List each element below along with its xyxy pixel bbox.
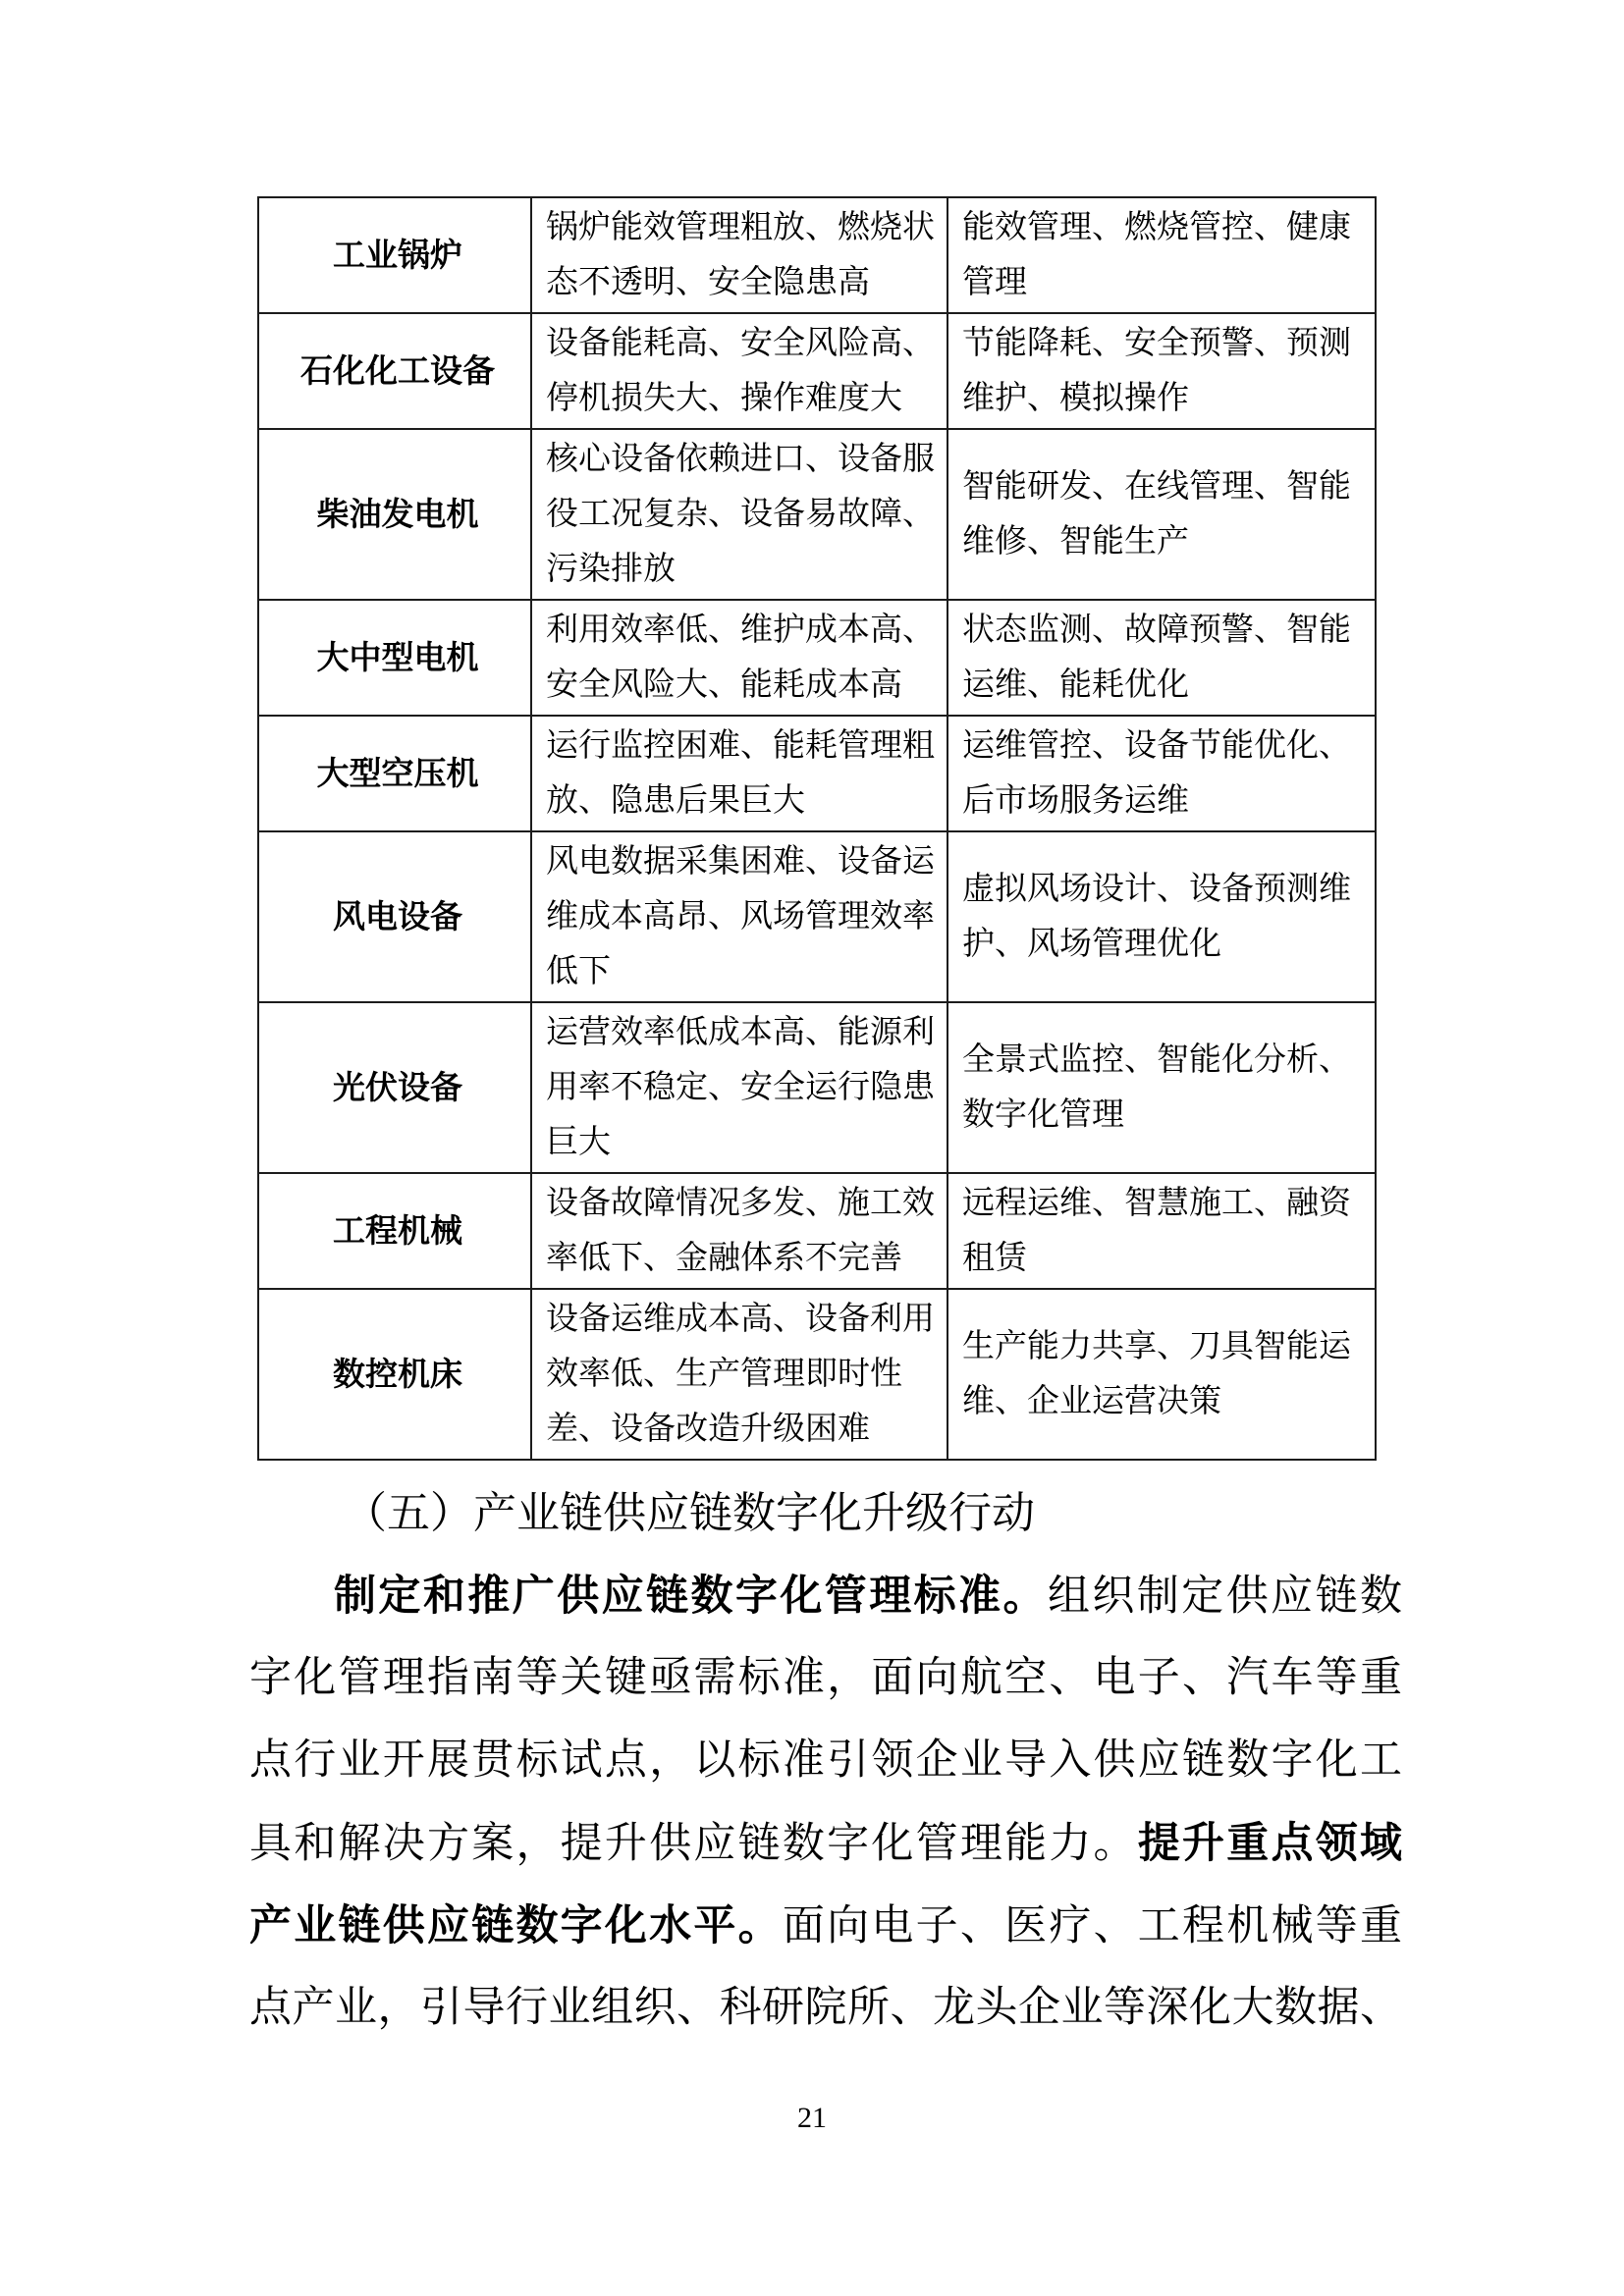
- device-name-cell: 石化化工设备: [258, 313, 531, 429]
- bold-run: 制定和推广供应链数字化管理标准。: [334, 1573, 1048, 1620]
- paragraph-line: [249, 1885, 1402, 1967]
- problems-cell: 锅炉能效管理粗放、燃烧状态不透明、安全隐患高: [531, 197, 947, 313]
- table-row: [258, 831, 1376, 1002]
- equipment-digitalization-table: [257, 196, 1377, 1461]
- text-run: 具和解决方案，提升供应链数字化管理能力。: [249, 1821, 1138, 1867]
- device-name-cell: 数控机床: [258, 1289, 531, 1460]
- text-run: 字化管理指南等关键亟需标准，面向航空、电子、汽车等重: [249, 1655, 1402, 1701]
- table-row: [258, 600, 1376, 716]
- device-name-cell: 光伏设备: [258, 1002, 531, 1173]
- device-name-cell: 大中型电机: [258, 600, 531, 716]
- solutions-cell: 智能研发、在线管理、智能维修、智能生产: [947, 429, 1376, 600]
- table-row: [258, 429, 1376, 600]
- paragraph-line: [249, 1802, 1402, 1885]
- table-row: [258, 1173, 1376, 1289]
- problems-cell: 设备运维成本高、设备利用效率低、生产管理即时性差、设备改造升级困难: [531, 1289, 947, 1460]
- text-run: 点行业开展贯标试点，以标准引领企业导入供应链数字化工: [249, 1737, 1402, 1784]
- problems-cell: 设备故障情况多发、施工效率低下、金融体系不完善: [531, 1173, 947, 1289]
- paragraph-line: [249, 1555, 1402, 1637]
- table-row: [258, 197, 1376, 313]
- solutions-cell: 能效管理、燃烧管控、健康管理: [947, 197, 1376, 313]
- body-paragraph: [249, 1555, 1402, 2050]
- solutions-cell: 运维管控、设备节能优化、后市场服务运维: [947, 716, 1376, 831]
- table-row: [258, 1289, 1376, 1460]
- device-name-cell: 工业锅炉: [258, 197, 531, 313]
- device-name-cell: 柴油发电机: [258, 429, 531, 600]
- solutions-cell: 远程运维、智慧施工、融资租赁: [947, 1173, 1376, 1289]
- solutions-cell: 全景式监控、智能化分析、数字化管理: [947, 1002, 1376, 1173]
- problems-cell: 核心设备依赖进口、设备服役工况复杂、设备易故障、污染排放: [531, 429, 947, 600]
- device-name-cell: 工程机械: [258, 1173, 531, 1289]
- bold-run: 产业链供应链数字化水平。: [249, 1902, 783, 1949]
- text-run: 组织制定供应链数: [1047, 1574, 1403, 1620]
- problems-cell: 利用效率低、维护成本高、安全风险大、能耗成本高: [531, 600, 947, 716]
- problems-cell: 设备能耗高、安全风险高、停机损失大、操作难度大: [531, 313, 947, 429]
- problems-cell: 风电数据采集困难、设备运维成本高昂、风场管理效率低下: [531, 831, 947, 1002]
- solutions-cell: 生产能力共享、刀具智能运维、企业运营决策: [947, 1289, 1376, 1460]
- device-name-cell: 大型空压机: [258, 716, 531, 831]
- solutions-cell: 节能降耗、安全预警、预测维护、模拟操作: [947, 313, 1376, 429]
- text-run: 点产业，引导行业组织、科研院所、龙头企业等深化大数据、: [249, 1985, 1402, 2031]
- table-row: [258, 716, 1376, 831]
- page-number: 21: [797, 2102, 827, 2134]
- paragraph-line: [249, 1967, 1402, 2050]
- table-row: [258, 313, 1376, 429]
- solutions-cell: 状态监测、故障预警、智能运维、能耗优化: [947, 600, 1376, 716]
- table-row: [258, 1002, 1376, 1173]
- bold-run: 提升重点领域: [1137, 1820, 1403, 1867]
- device-name-cell: 风电设备: [258, 831, 531, 1002]
- solutions-cell: 虚拟风场设计、设备预测维护、风场管理优化: [947, 831, 1376, 1002]
- text-run: 面向电子、医疗、工程机械等重: [782, 1903, 1403, 1949]
- paragraph-line: [249, 1720, 1402, 1802]
- problems-cell: 运营效率低成本高、能源利用率不稳定、安全运行隐患巨大: [531, 1002, 947, 1173]
- section-heading: （五）产业链供应链数字化升级行动: [344, 1489, 1035, 1537]
- paragraph-line: [249, 1637, 1402, 1720]
- problems-cell: 运行监控困难、能耗管理粗放、隐患后果巨大: [531, 716, 947, 831]
